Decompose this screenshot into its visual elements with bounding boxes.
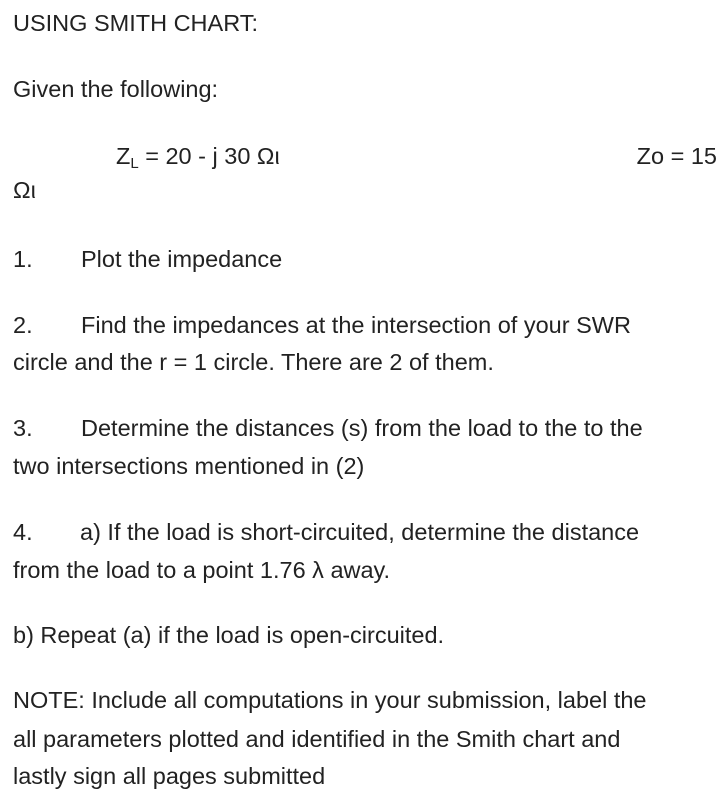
list-item-text: Plot the impedance [81,246,283,272]
list-item-number: 1. [13,246,33,272]
list-item-number: 2. [13,312,33,338]
list-item-text: two intersections mentioned in (2) [13,453,365,479]
characteristic-impedance-unit: Ωι [13,177,36,203]
list-item-number: 3. [13,415,33,441]
part-b-text: b) Repeat (a) if the load is open-circuited. [13,622,445,648]
note-text: all parameters plotted and identified in the Smith chart and [13,726,621,752]
characteristic-impedance: Zo = 15 [636,143,717,169]
list-item-text: circle and the r = 1 circle. There are 2 of them. [13,349,494,375]
note-text: lastly sign all pages submitted [13,763,326,789]
list-item-number: 4. [13,519,33,545]
load-impedance-value: = 20 - j 30 Ωι [138,143,280,169]
note-text: NOTE: Include all computations in your submission, label the [13,687,647,713]
load-impedance-subscript: L [130,155,139,172]
load-impedance [116,141,280,179]
list-item-text: from the load to a point 1.76 λ away. [13,557,391,583]
list-item-text: Determine the distances (s) from the load to the to the [81,415,643,441]
intro-text: Given the following: [13,76,219,102]
list-item-text: a) If the load is short-circuited, determine the distance [80,519,640,545]
load-impedance-symbol: Z [116,143,131,169]
page-title: USING SMITH CHART: [13,10,259,36]
list-item-text: Find the impedances at the intersection of your SWR [81,312,631,338]
